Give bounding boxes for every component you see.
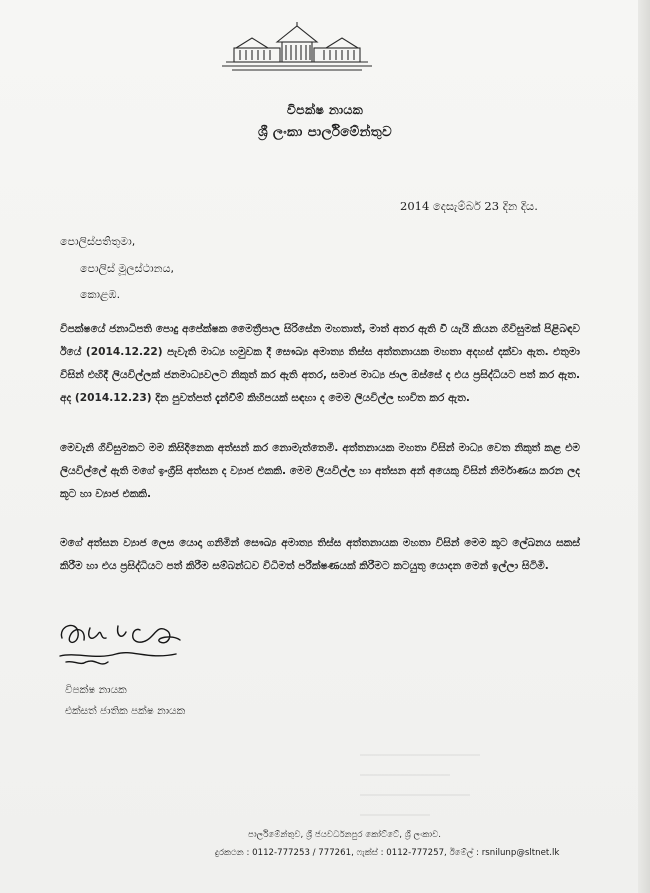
- signatory-party-title: එක්සත් ජාතික පක්ෂ නායක: [65, 705, 186, 717]
- body-paragraph-3: මගේ අත්සන ව්‍යාජ ලෙස යොදා ගනිමින් සෞඛ්‍ය අමාත්‍ය තිස්ස අත්තනායක මහතා විසින් මෙම කූට ලේඛනය සකස් කිරීම හා එය ප්‍රසිද්ධියට පත් කිරීම සම්බන්ධව විධිමත් පරීක්ෂණයක් කිරීමට කටයුතු යොදන මෙන් ඉල්ලා සිටිමි.: [60, 537, 580, 572]
- footer-contact: දුරකථන : 0112-777253 / 777261, ෆැක්ස් : 0112-777257, ඊමේල් : rsnilunp@sltnet.lk: [215, 848, 560, 858]
- letterhead-subtitle: ශ්‍රී ලංකා පාර්ලිමේන්තුව: [257, 124, 393, 140]
- addressee-line-3: කොළඹ.: [80, 288, 121, 301]
- handwritten-signature: [56, 616, 196, 676]
- footer-address: පාර්ලිමේන්තුව, ශ්‍රී ජයවර්ධනපුර කෝට්ටේ, ශ්‍රී ලංකාව.: [248, 830, 442, 840]
- parliament-crest-logo: [222, 20, 372, 76]
- signatory-title: විපක්ෂ නායක: [65, 684, 127, 696]
- addressee-line-2: පොලිස් මූලස්ථානය,: [80, 262, 174, 275]
- body-paragraph-1: විපක්ෂයේ ජනාධිපති පොදු අපේක්ෂක මෛත්‍රීපාල සිරිසේන මහතාත්, මාත් අතර ඇති වී යැයි කියන ගිවිසුමක් පිළිබඳව ඊයේ (2014.12.22) පැවැති මාධ්‍ය හමුවක දී සෞඛ්‍ය අමාත්‍ය තිස්ස අත්තනායක මහතා අදහස් දක්වා ඇත. එතුමා විසින් එහිදී ලියවිල්ලක් ජනමාධ්‍යවලට නිකුත් කර ඇති අතර, සමාජ මාධ්‍ය ජාල ඔස්සේ ද එය ප්‍රසිද්ධියට පත් කර ඇත. අද (2014.12.23) දින පුවත්පත් දැන්වීම් කිහිපයක් සඳහා ද මෙම ලියවිල්ල භාවිත කර ඇත.: [60, 323, 580, 404]
- addressee-line-1: පොලිස්පතිතුමා,: [60, 235, 136, 248]
- letter-date: 2014 දෙසැම්බර් 23 දින දිය.: [400, 199, 538, 213]
- letterhead-title: විපක්ෂ නායක: [286, 102, 364, 117]
- body-paragraph-2: මෙවැනි ගිවිසුමකට මම කිසිදිනෙක අත්සන් කර නොමැත්තෙමි. අත්තනායක මහතා විසින් මාධ්‍ය වෙත නිකුත් කළ එම ලියවිල්ලේ ඇති මගේ ඉංග්‍රීසි අත්සන ද ව්‍යාජ එකකි. මෙම ලියවිල්ල හා අත්සන අන් අයෙකු විසින් නිර්මාණය කරන ලද කූට හා ව්‍යාජ එකකි.: [60, 442, 580, 500]
